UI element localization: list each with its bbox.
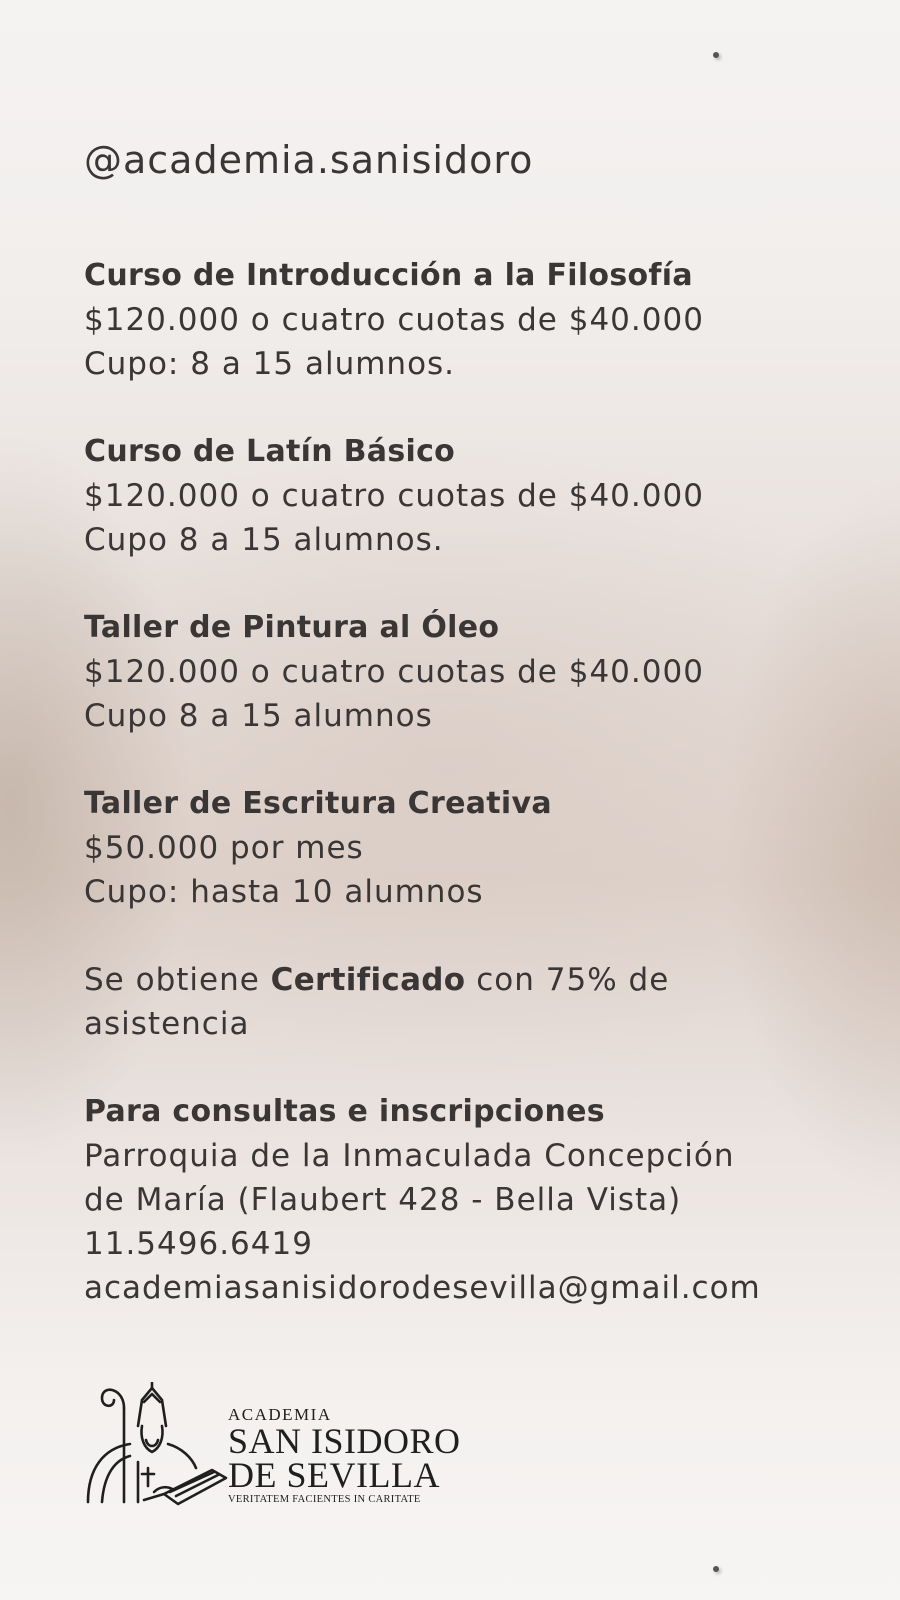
contact-place-line-1: Parroquia de la Inmaculada Concepción — [84, 1137, 735, 1174]
academy-logo — [84, 1382, 484, 1512]
social-handle: @academia.sanisidoro — [84, 138, 534, 182]
certificate-line-2: asistencia — [84, 1005, 250, 1042]
course-price: $120.000 o cuatro cuotas de $40.000 — [84, 301, 704, 338]
certificate-note — [84, 958, 884, 1046]
course-capacity: Cupo: 8 a 15 alumnos. — [84, 345, 456, 382]
course-price: $120.000 o cuatro cuotas de $40.000 — [84, 477, 704, 514]
contact-block — [84, 1090, 884, 1310]
pin-top — [713, 52, 719, 58]
course-title: Taller de Escritura Creativa — [84, 785, 552, 821]
course-title: Taller de Pintura al Óleo — [84, 609, 500, 645]
pin-bottom — [713, 1566, 719, 1572]
contact-phone: 11.5496.6419 — [84, 1225, 313, 1262]
certificate-suffix: con 75% de — [465, 961, 670, 998]
certificate-line — [84, 958, 884, 1002]
certificate-prefix: Se obtiene — [84, 961, 271, 998]
contact-heading: Para consultas e inscripciones — [84, 1093, 605, 1129]
contact-email: academiasanisidorodesevilla@gmail.com — [84, 1269, 761, 1306]
flyer-content — [84, 138, 884, 1354]
course-title: Curso de Latín Básico — [84, 433, 456, 469]
logo-wordmark — [228, 1406, 461, 1508]
course-block-writing — [84, 782, 884, 914]
contact-place-line-2: de María (Flaubert 428 - Bella Vista) — [84, 1181, 682, 1218]
bishop-emblem-icon — [84, 1382, 234, 1512]
course-block-philosophy — [84, 254, 884, 386]
logo-motto: VERITATEM FACIENTES IN CARITATE — [228, 1494, 421, 1505]
logo-name-line-2: DE SEVILLA — [228, 1455, 440, 1495]
course-capacity: Cupo: hasta 10 alumnos — [84, 873, 484, 910]
course-block-painting — [84, 606, 884, 738]
course-block-latin — [84, 430, 884, 562]
course-capacity: Cupo 8 a 15 alumnos — [84, 697, 433, 734]
course-price: $50.000 por mes — [84, 829, 364, 866]
course-price: $120.000 o cuatro cuotas de $40.000 — [84, 653, 704, 690]
course-capacity: Cupo 8 a 15 alumnos. — [84, 521, 444, 558]
certificate-emphasis: Certificado — [270, 961, 466, 998]
logo-academia: ACADEMIA — [228, 1405, 332, 1424]
logo-name-line-1: SAN ISIDORO — [228, 1421, 461, 1461]
course-title: Curso de Introducción a la Filosofía — [84, 257, 693, 293]
